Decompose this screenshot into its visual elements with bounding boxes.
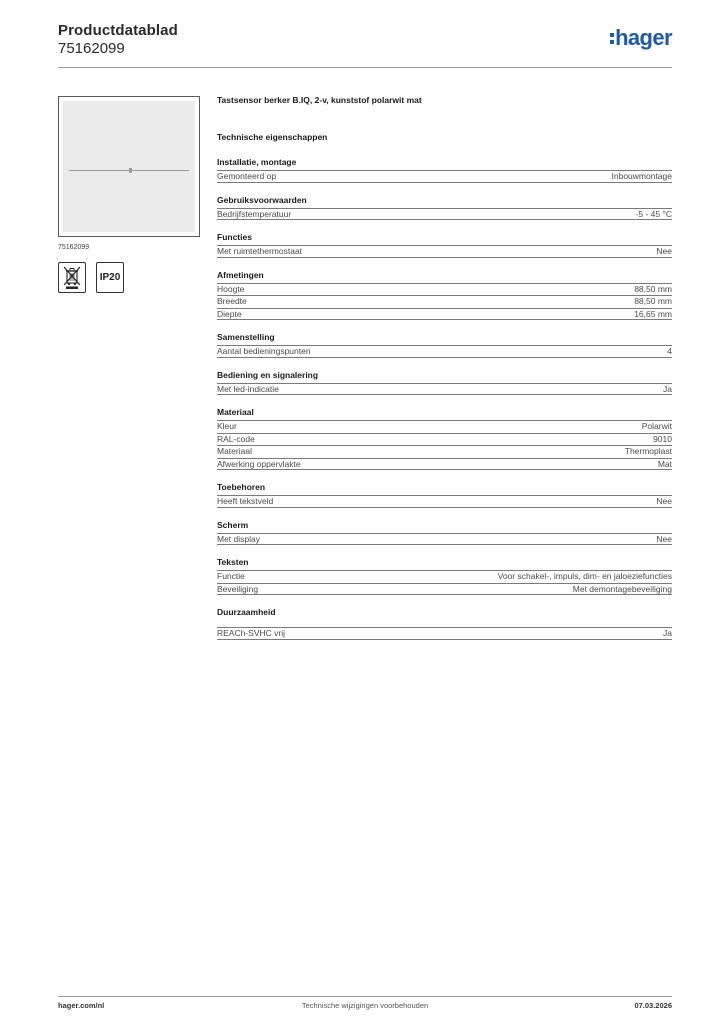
product-description: Tastsensor berker B.IQ, 2-v, kunststof polarwit mat [217, 95, 422, 105]
spec-row [217, 533, 672, 546]
spec-row [217, 208, 672, 221]
spec-row [217, 295, 672, 308]
spec-label: Bedrijfstemperatuur [217, 208, 292, 219]
spec-row [217, 345, 672, 358]
spec-value: 9010 [653, 433, 672, 444]
spec-row [217, 420, 672, 433]
spec-label: Gemonteerd op [217, 171, 277, 181]
section-title: Duurzaamheid [217, 607, 276, 617]
product-image-switch-plate [63, 101, 195, 232]
section-dimensions [217, 269, 672, 321]
spec-value: 88,50 mm [634, 296, 672, 306]
section-title: Functies [217, 232, 252, 242]
page-header [58, 22, 672, 68]
section-screen [217, 519, 672, 546]
spec-row [217, 495, 672, 508]
spec-value: Nee [656, 533, 672, 544]
spec-value: Ja [663, 628, 672, 638]
spec-value: Nee [656, 246, 672, 256]
spec-label: Beveiliging [217, 583, 259, 594]
hager-logo [610, 27, 672, 49]
spec-value: Voor schakel-, impuls, dim- en jaloeziefuncties [497, 571, 672, 581]
spec-label: Met ruimtethermostaat [217, 246, 303, 256]
ip-rating-badge [96, 262, 124, 293]
footer-website: hager.com/nl [58, 1001, 105, 1010]
document-number: 75162099 [58, 40, 125, 57]
spec-label: Materiaal [217, 446, 252, 456]
product-image [58, 96, 200, 237]
spec-row [217, 283, 672, 296]
product-image-center-mark [129, 168, 132, 173]
section-title: Samenstelling [217, 332, 275, 342]
spec-value: Nee [656, 496, 672, 506]
section-texts [217, 556, 672, 595]
footer-disclaimer: Technische wijzigingen voorbehouden [301, 1001, 429, 1010]
section-usage-conditions [217, 194, 672, 221]
section-functions [217, 231, 672, 258]
section-title: Scherm [217, 519, 249, 530]
ip-rating-text: IP20 [99, 272, 121, 283]
section-accessories [217, 481, 672, 508]
spec-value: 16,65 mm [634, 308, 672, 319]
section-title: Bediening en signalering [217, 369, 319, 380]
spec-value: 4 [667, 346, 672, 356]
spec-row [217, 445, 672, 458]
spec-label: RAL-code [217, 433, 255, 444]
spec-label: Aantal bedieningspunten [217, 346, 311, 356]
spec-value: Ja [663, 383, 672, 394]
spec-value: -5 - 45 °C [635, 208, 672, 219]
technical-data [217, 95, 672, 651]
spec-row [217, 433, 672, 446]
spec-row [217, 583, 672, 596]
spec-value: Met demontagebeveiliging [572, 583, 672, 594]
spec-label: REACh-SVHC vrij [217, 628, 286, 638]
page-footer [58, 996, 672, 1012]
spec-row [217, 308, 672, 321]
spec-value: 88,50 mm [634, 283, 672, 294]
section-title: Gebruiksvoorwaarden [217, 194, 307, 205]
spec-label: Heeft tekstveld [217, 496, 274, 506]
spec-label: Functie [217, 571, 245, 581]
spec-label: Met display [217, 533, 260, 544]
section-material [217, 406, 672, 470]
spec-label: Afwerking oppervlakte [217, 458, 301, 469]
spec-row [217, 170, 672, 183]
spec-value: Inbouwmontage [611, 171, 672, 181]
spec-label: Kleur [217, 421, 237, 431]
spec-value: Polarwit [641, 421, 672, 431]
weee-bin-icon [58, 262, 86, 293]
spec-row [217, 458, 672, 471]
section-title: Materiaal [217, 407, 254, 417]
spec-row [217, 245, 672, 258]
product-article-number: 75162099 [58, 244, 90, 251]
document-title: Productdatablad [58, 22, 178, 39]
footer-date: 07.03.2026 [634, 1001, 672, 1010]
spec-label: Met led-indicatie [217, 383, 279, 394]
section-composition [217, 331, 672, 358]
section-title: Toebehoren [217, 482, 266, 492]
spec-label: Breedte [217, 296, 247, 306]
technical-properties-heading: Technische eigenschappen [217, 132, 328, 142]
section-title: Installatie, montage [217, 157, 297, 167]
logo-text: hager [615, 25, 672, 50]
spec-label: Hoogte [217, 283, 245, 294]
spec-label: Diepte [217, 308, 242, 319]
spec-row [217, 627, 672, 640]
section-operation-signaling [217, 369, 672, 396]
spec-row [217, 383, 672, 396]
section-title: Teksten [217, 557, 249, 567]
spec-value: Thermoplast [624, 446, 672, 456]
spec-value: Mat [657, 458, 672, 469]
spec-row [217, 570, 672, 583]
section-sustainability [217, 606, 672, 640]
section-title: Afmetingen [217, 269, 264, 280]
section-installation [217, 156, 672, 183]
logo-colon-icon [610, 33, 614, 44]
